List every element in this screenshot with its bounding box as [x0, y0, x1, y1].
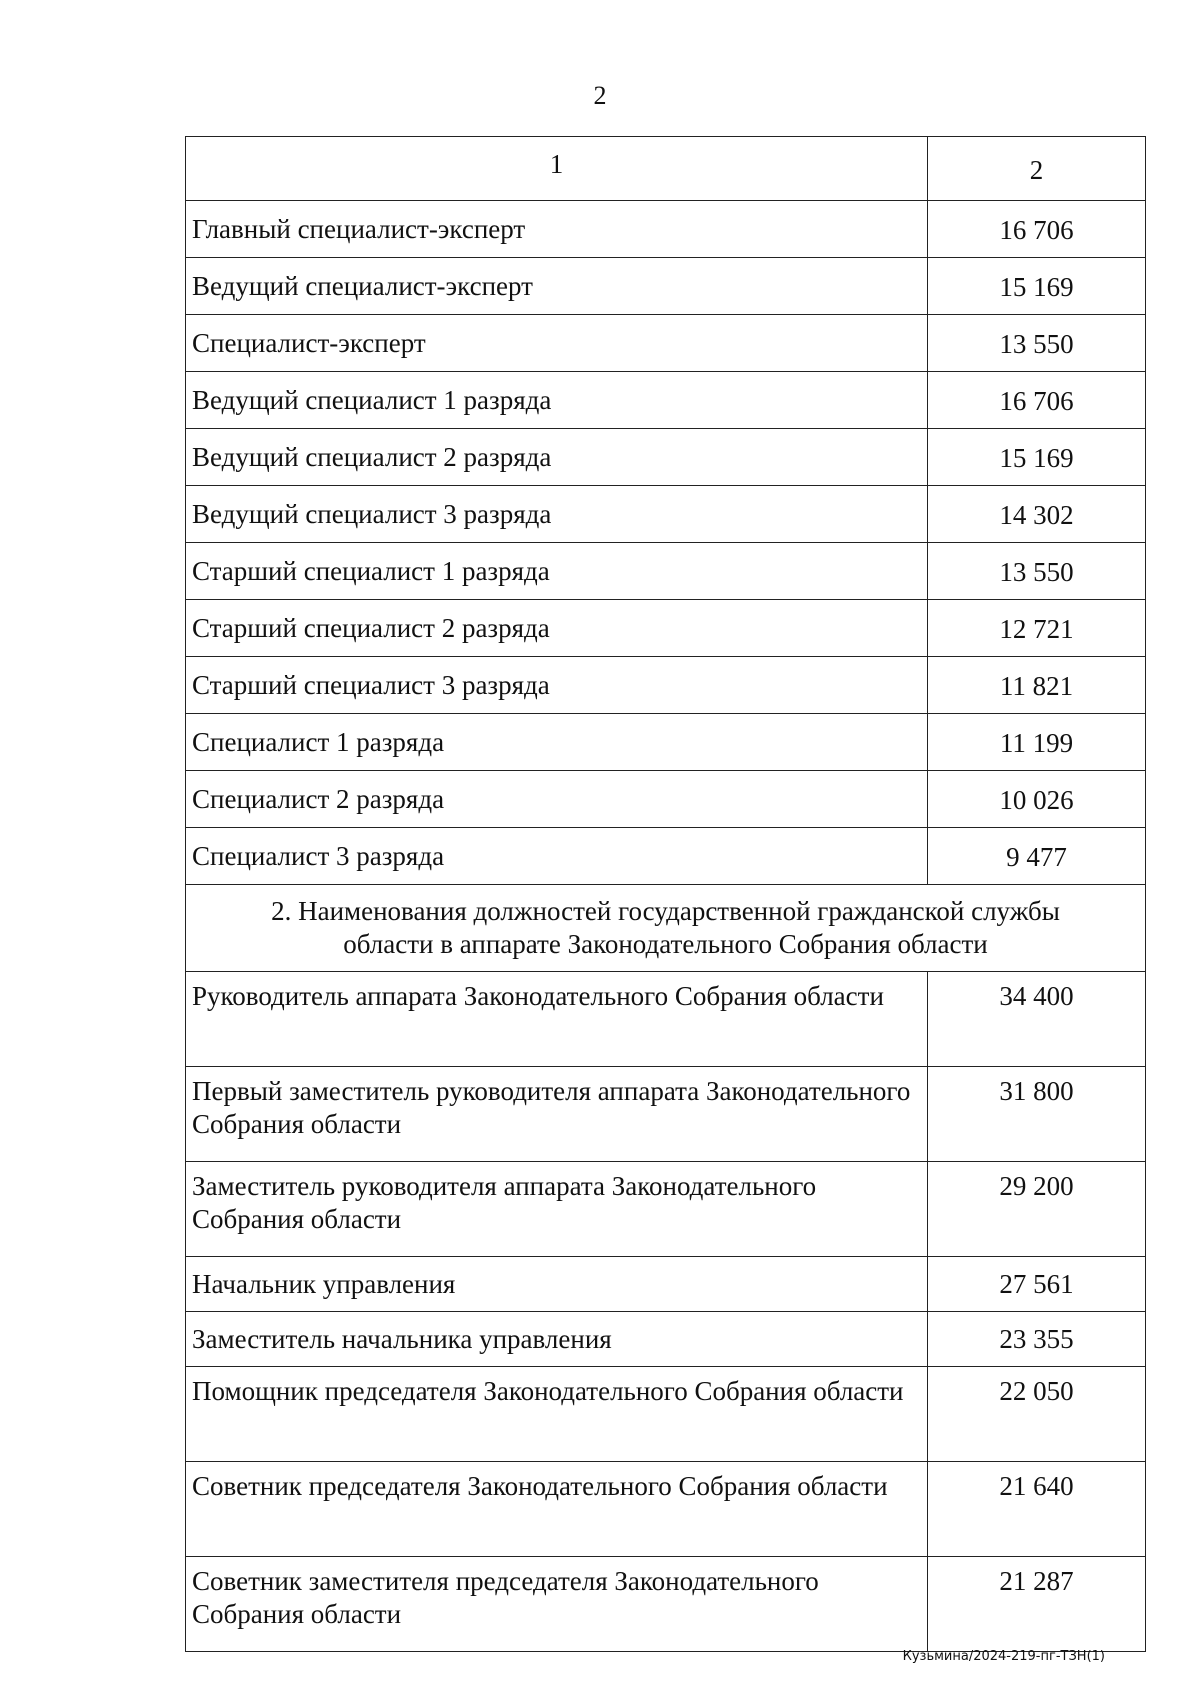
salary-value: 12 721 — [928, 600, 1146, 657]
table-row — [186, 1367, 1146, 1462]
position-name: Советник председателя Законодательного Собрания области — [186, 1462, 928, 1557]
salary-value: 16 706 — [928, 372, 1146, 429]
salary-value: 10 026 — [928, 771, 1146, 828]
column-header-2: 2 — [928, 137, 1146, 201]
table-row — [186, 771, 1146, 828]
column-header-1: 1 — [186, 137, 928, 201]
table-row — [186, 600, 1146, 657]
salary-value: 15 169 — [928, 258, 1146, 315]
table-row — [186, 1462, 1146, 1557]
position-name: Помощник председателя Законодательного Собрания области — [186, 1367, 928, 1462]
position-name: Специалист 1 разряда — [186, 714, 928, 771]
salary-value: 27 561 — [928, 1257, 1146, 1312]
position-name: Заместитель руководителя аппарата Законодательного Собрания области — [186, 1162, 928, 1257]
salary-value: 31 800 — [928, 1067, 1146, 1162]
salary-value: 9 477 — [928, 828, 1146, 885]
table-row — [186, 486, 1146, 543]
position-name: Ведущий специалист 2 разряда — [186, 429, 928, 486]
table-row — [186, 1257, 1146, 1312]
table-row — [186, 714, 1146, 771]
table-row — [186, 828, 1146, 885]
position-name: Ведущий специалист-эксперт — [186, 258, 928, 315]
position-name: Заместитель начальника управления — [186, 1312, 928, 1367]
position-name: Ведущий специалист 1 разряда — [186, 372, 928, 429]
salary-value: 11 199 — [928, 714, 1146, 771]
table-row — [186, 543, 1146, 600]
salary-table — [185, 136, 1146, 1652]
position-name: Руководитель аппарата Законодательного Собрания области — [186, 972, 928, 1067]
position-name: Специалист 3 разряда — [186, 828, 928, 885]
position-name: Советник заместителя председателя Законодательного Собрания области — [186, 1557, 928, 1652]
salary-value: 13 550 — [928, 315, 1146, 372]
position-name: Старший специалист 2 разряда — [186, 600, 928, 657]
table-header-row — [186, 137, 1146, 201]
table-row — [186, 429, 1146, 486]
table-row — [186, 1557, 1146, 1652]
table-row — [186, 201, 1146, 258]
position-name: Специалист 2 разряда — [186, 771, 928, 828]
table-row — [186, 1162, 1146, 1257]
section-heading: 2. Наименования должностей государственной гражданской службы области в аппарате Законодательного Собрания области — [186, 885, 1146, 972]
salary-value: 14 302 — [928, 486, 1146, 543]
salary-value: 13 550 — [928, 543, 1146, 600]
position-name: Ведущий специалист 3 разряда — [186, 486, 928, 543]
position-name: Начальник управления — [186, 1257, 928, 1312]
salary-value: 23 355 — [928, 1312, 1146, 1367]
salary-value: 29 200 — [928, 1162, 1146, 1257]
salary-value: 34 400 — [928, 972, 1146, 1067]
salary-value: 21 640 — [928, 1462, 1146, 1557]
table-row — [186, 315, 1146, 372]
position-name: Главный специалист-эксперт — [186, 201, 928, 258]
salary-value: 15 169 — [928, 429, 1146, 486]
position-name: Старший специалист 3 разряда — [186, 657, 928, 714]
position-name: Первый заместитель руководителя аппарата Законодательного Собрания области — [186, 1067, 928, 1162]
salary-value: 11 821 — [928, 657, 1146, 714]
table-row — [186, 258, 1146, 315]
table-row — [186, 972, 1146, 1067]
table-row — [186, 1312, 1146, 1367]
table-row — [186, 1067, 1146, 1162]
salary-value: 16 706 — [928, 201, 1146, 258]
position-name: Старший специалист 1 разряда — [186, 543, 928, 600]
table-row — [186, 657, 1146, 714]
salary-value: 21 287 — [928, 1557, 1146, 1652]
table-row — [186, 372, 1146, 429]
position-name: Специалист-эксперт — [186, 315, 928, 372]
document-reference: Кузьмина/2024-219-пг-ТЗН(1) — [902, 1649, 1105, 1664]
section-heading-row — [186, 885, 1146, 972]
salary-value: 22 050 — [928, 1367, 1146, 1462]
page-number: 2 — [593, 81, 607, 110]
